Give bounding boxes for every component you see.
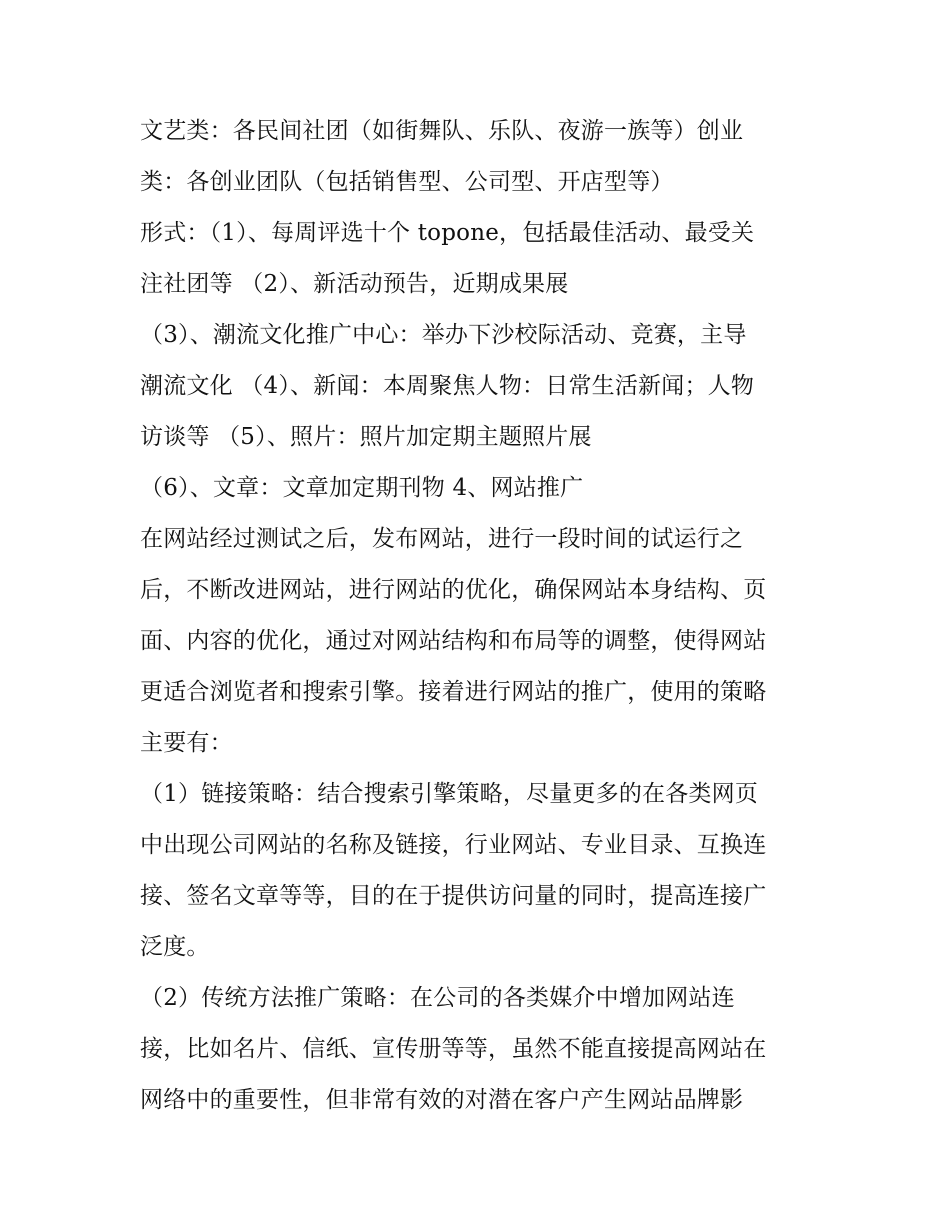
text-line: 形式：（1）、每周评选十个 topone，包括最佳活动、最受关 bbox=[140, 220, 755, 246]
text-line: 后，不断改进网站，进行网站的优化，确保网站本身结构、页 bbox=[140, 577, 767, 603]
text-line: 中出现公司网站的名称及链接，行业网站、专业目录、互换连 bbox=[140, 832, 767, 858]
text-line: （2）传统方法推广策略：在公司的各类媒介中增加网站连 bbox=[140, 985, 735, 1011]
text-line: （3）、潮流文化推广中心：举办下沙校际活动、竞赛，主导 bbox=[140, 322, 747, 348]
text-line: 泛度。 bbox=[140, 934, 210, 960]
text-line: 潮流文化 （4）、新闻：本周聚焦人物：日常生活新闻；人物 bbox=[140, 373, 755, 399]
text-line: 文艺类：各民间社团（如街舞队、乐队、夜游一族等）创业 bbox=[140, 118, 744, 144]
text-line: 访谈等 （5）、照片：照片加定期主题照片展 bbox=[140, 424, 592, 450]
text-line: 注社团等 （2）、新活动预告，近期成果展 bbox=[140, 271, 569, 297]
text-line: 接、签名文章等等，目的在于提供访问量的同时，提高连接广 bbox=[140, 883, 767, 909]
text-line: （1）链接策略：结合搜索引擎策略，尽量更多的在各类网页 bbox=[140, 781, 759, 807]
document-body bbox=[140, 106, 820, 1126]
text-line: 在网站经过测试之后，发布网站，进行一段时间的试运行之 bbox=[140, 526, 744, 552]
text-line: 网络中的重要性，但非常有效的对潜在客户产生网站品牌影 bbox=[140, 1087, 744, 1113]
text-line: 更适合浏览者和搜索引擎。接着进行网站的推广，使用的策略 bbox=[140, 679, 767, 705]
text-line: 接，比如名片、信纸、宣传册等等，虽然不能直接提高网站在 bbox=[140, 1036, 767, 1062]
text-line: 类：各创业团队（包括销售型、公司型、开店型等） bbox=[140, 169, 674, 195]
text-line: 主要有： bbox=[140, 730, 233, 756]
text-line: （6）、文章：文章加定期刊物 4、网站推广 bbox=[140, 475, 584, 501]
text-line: 面、内容的优化，通过对网站结构和布局等的调整，使得网站 bbox=[140, 628, 767, 654]
